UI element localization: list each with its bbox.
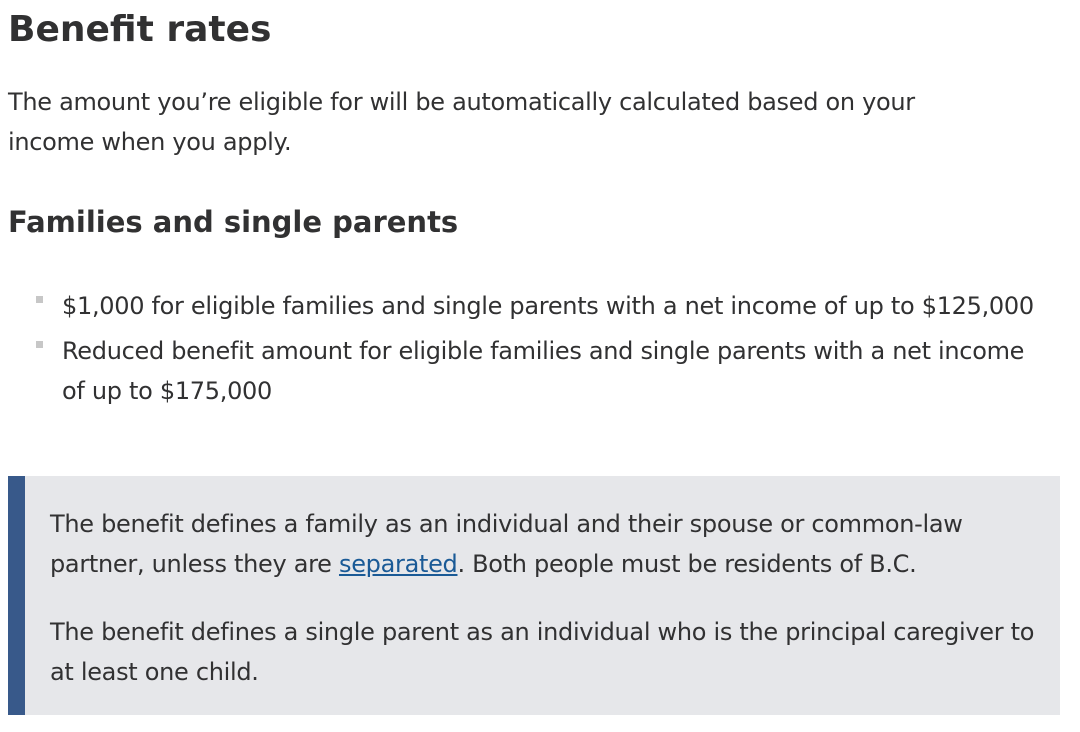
definition-callout — [8, 476, 1060, 715]
family-definition-residency-text: . Both people must be residents of B.C. — [457, 550, 917, 578]
list-item — [36, 286, 1036, 326]
square-bullet-icon — [36, 296, 43, 303]
list-item — [36, 331, 1036, 411]
square-bullet-icon — [36, 341, 43, 348]
page-heading: Benefit rates — [8, 9, 272, 50]
family-definition-text: The benefit defines a family as an individual and their spouse or common-law partner, unless they are — [50, 510, 963, 578]
separated-link[interactable]: separated — [338, 550, 458, 578]
single-parent-definition: The benefit defines a single parent as an individual who is the principal caregiver to at least one child. — [50, 618, 1035, 686]
intro-paragraph: The amount you’re eligible for will be automatically calculated based on your income when you apply. — [8, 88, 915, 156]
list-item-text: Reduced benefit amount for eligible families and single parents with a net income of up to $175,000 — [62, 337, 1025, 405]
benefit-rates-list — [36, 286, 1036, 416]
list-item-text: $1,000 for eligible families and single parents with a net income of up to $125,000 — [62, 292, 1034, 320]
family-definition — [50, 504, 1050, 584]
families-subheading: Families and single parents — [8, 205, 459, 239]
